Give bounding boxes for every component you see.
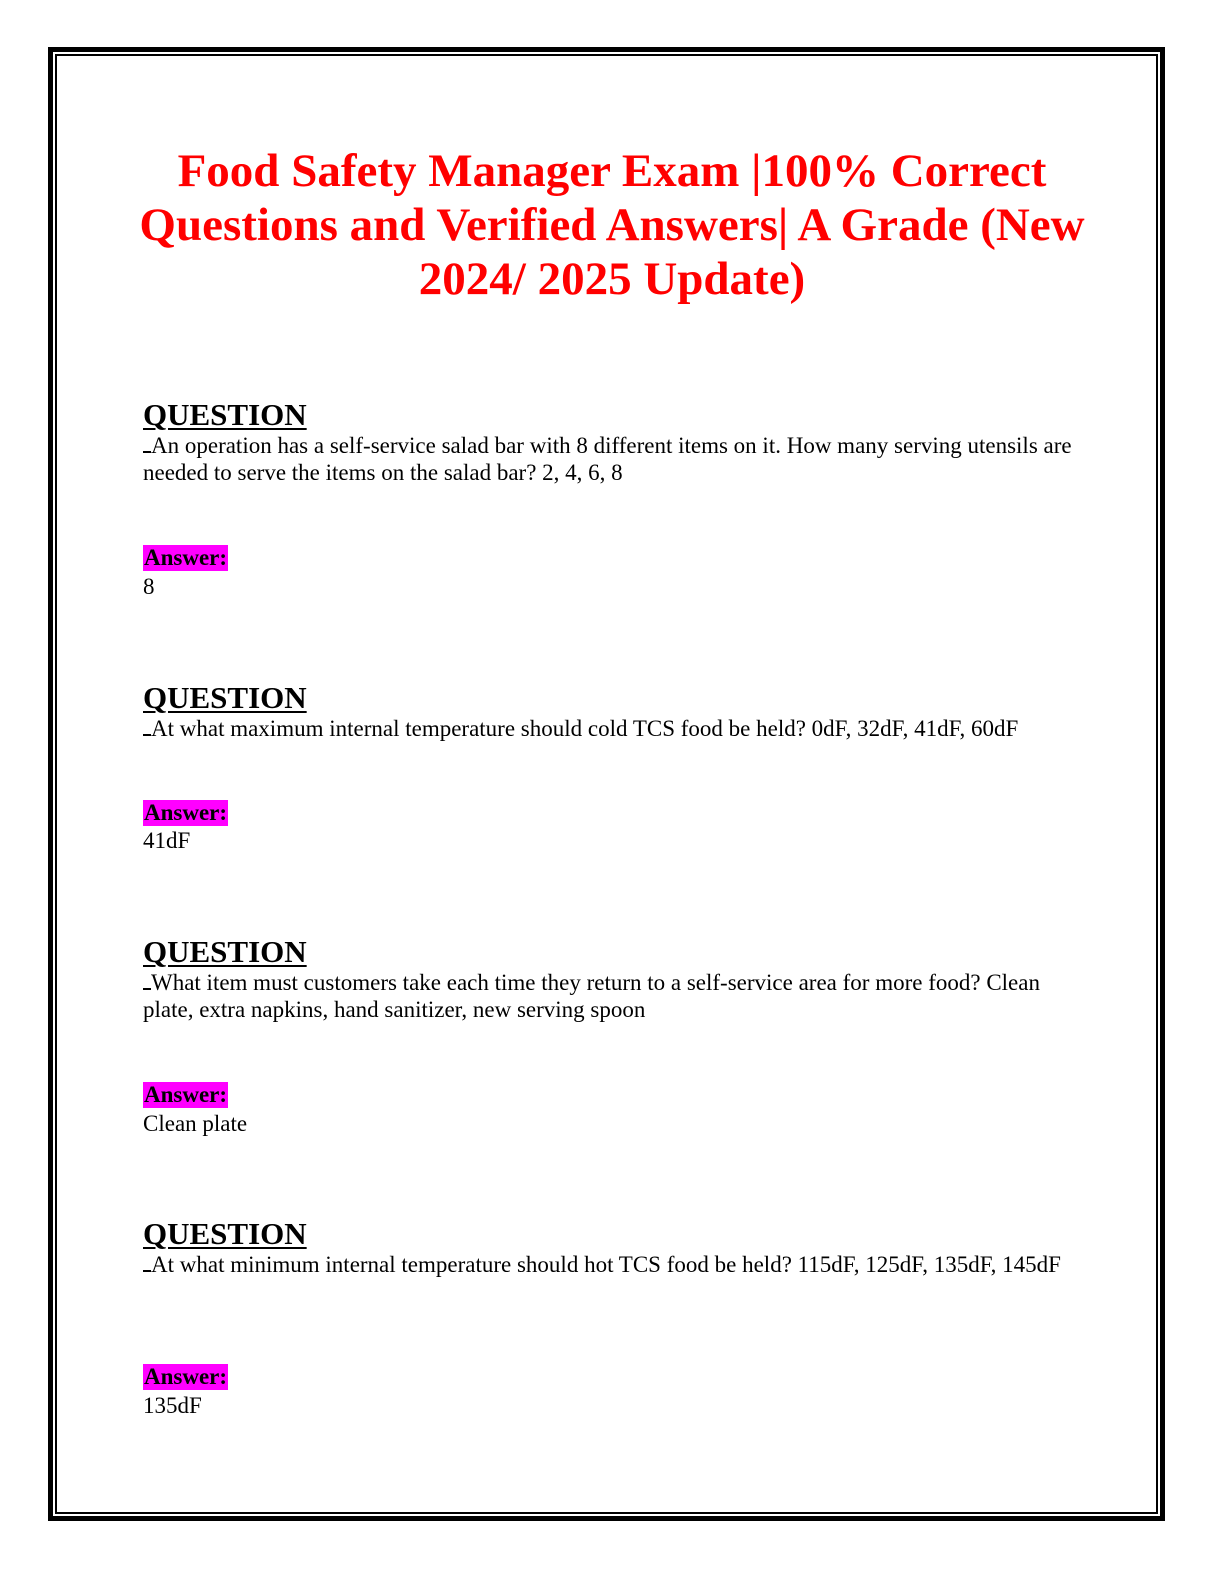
question-text <box>143 1251 1083 1278</box>
question-marker <box>143 720 151 736</box>
question-block-1 <box>143 398 1083 486</box>
question-marker <box>143 1256 151 1272</box>
question-marker <box>143 437 151 453</box>
answer-label: Answer: <box>144 545 228 570</box>
question-text-content: What item must customers take each time they return to a self-service area for more food? Clean plate, extra napkins, hand sanitizer, new serving spoon <box>143 970 1040 1022</box>
answer-value: Clean plate <box>143 1111 248 1136</box>
question-text-content: An operation has a self-service salad bar with 8 different items on it. How many serving utensils are needed to serve the items on the salad bar? 2, 4, 6, 8 <box>143 433 1072 485</box>
question-block-3 <box>143 935 1083 1023</box>
answer-label: Answer: <box>144 800 228 825</box>
answer-label: Answer: <box>144 1082 228 1107</box>
question-block-2 <box>143 681 1083 742</box>
question-text <box>143 715 1083 742</box>
question-text <box>143 432 1083 486</box>
question-text-content: At what minimum internal temperature should hot TCS food be held? 115dF, 125dF, 135dF, 145dF <box>151 1252 1061 1277</box>
answer-value: 135dF <box>143 1393 202 1418</box>
answer-value: 41dF <box>143 828 191 853</box>
question-text <box>143 969 1083 1023</box>
question-heading: QUESTION <box>143 680 307 715</box>
question-heading: QUESTION <box>143 934 307 969</box>
answer-value: 8 <box>143 574 155 599</box>
question-heading: QUESTION <box>143 397 307 432</box>
document-title: Food Safety Manager Exam |100% Correct Questions and Verified Answers| A Grade (New 2024/ 2025 Update) <box>139 145 1085 305</box>
question-text-content: At what maximum internal temperature should cold TCS food be held? 0dF, 32dF, 41dF, 60dF <box>151 716 1019 741</box>
question-marker <box>143 974 151 990</box>
question-block-4 <box>143 1217 1083 1278</box>
question-heading: QUESTION <box>143 1216 307 1251</box>
answer-label: Answer: <box>144 1364 228 1389</box>
